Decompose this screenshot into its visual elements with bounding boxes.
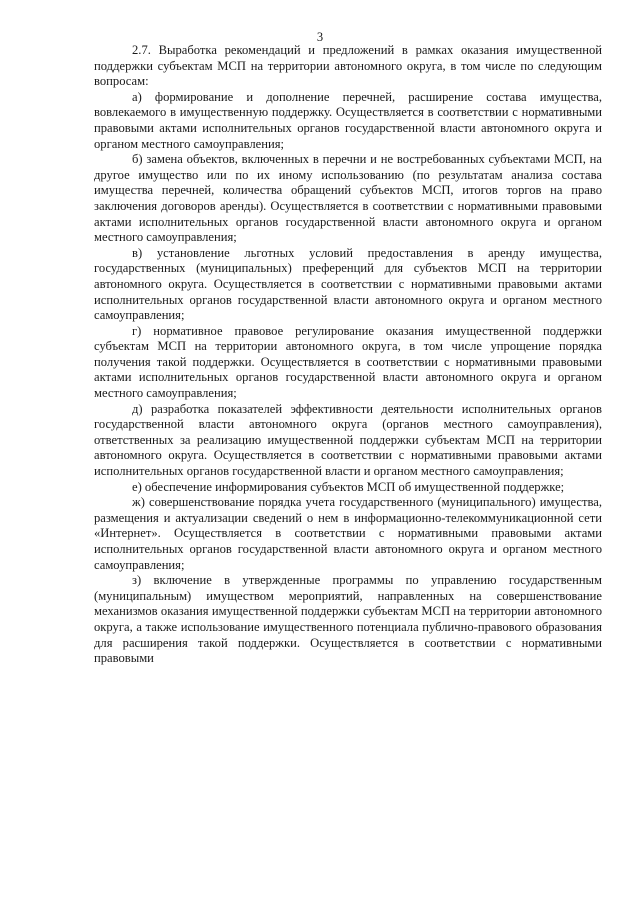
paragraph-item-g: г) нормативное правовое регулирование оказания имущественной поддержки субъектам МСП на территории автономного округа, в том числе упрощение порядка получения такой поддержки. Осуществляется в соответствии с нормативными правовыми актами исполнительных органов государственной власти автономного округа и органом местного самоуправления; [94,323,602,401]
paragraph-item-a: а) формирование и дополнение перечней, расширение состава имущества, вовлекаемого в имущественную поддержку. Осуществляется в соответствии с нормативными правовыми актами исполнительных органов государственной власти автономного округа и органом местного самоуправления; [94,89,602,151]
paragraph-2-7-intro: 2.7. Выработка рекомендаций и предложений в рамках оказания имущественной поддержки субъектам МСП на территории автономного округа, в том числе по следующим вопросам: [94,43,602,89]
paragraph-item-zh: ж) совершенствование порядка учета государственного (муниципального) имущества, размещения и актуализации сведений о нем в информационно-телекоммуникационной сети «Интернет». Осуществляется в соответствии с нормативными правовыми актами исполнительных органов государственной власти автономного округа и органом местного самоуправления; [94,495,602,572]
paragraph-item-b: б) замена объектов, включенных в перечни и не востребованных субъектами МСП, на другое имущество или по их иному использованию (по результатам анализа состава имущества перечней, количества обращений субъектов МСП, итогов торгов на право заключения договоров аренды). Осуществляется в соответствии с нормативными правовыми актами исполнительных органов государственной власти автономного округа и органом местного самоуправления; [94,152,602,245]
document-body [94,43,602,667]
paragraph-item-d: д) разработка показателей эффективности деятельности исполнительных органов государственной власти автономного округа (органов местного самоуправления), ответственных за реализацию имущественной поддержки субъектам МСП на территории автономного округа. Осуществляется в соответствии с нормативными правовыми актами исполнительных органов государственной власти и органом местного самоуправления; [94,401,602,479]
paragraph-item-z: з) включение в утвержденные программы по управлению государственным (муниципальным) имуществом мероприятий, направленных на совершенствование механизмов оказания имущественной поддержки субъектам МСП на территории автономного округа, а также использование имущественного потенциала публично-правового образования для расширения такой поддержки. Осуществляется в соответствии с нормативными правовыми [94,573,602,666]
page-number: 3 [316,30,324,44]
paragraph-item-v: в) установление льготных условий предоставления в аренду имущества, государственных (муниципальных) преференций для субъектов МСП на территории автономного округа. Осуществляется в соответствии с нормативными правовыми актами исполнительных органов государственной власти автономного округа и органом местного самоуправления; [94,245,602,323]
paragraph-item-e: е) обеспечение информирования субъектов МСП об имущественной поддержке; [132,479,565,494]
